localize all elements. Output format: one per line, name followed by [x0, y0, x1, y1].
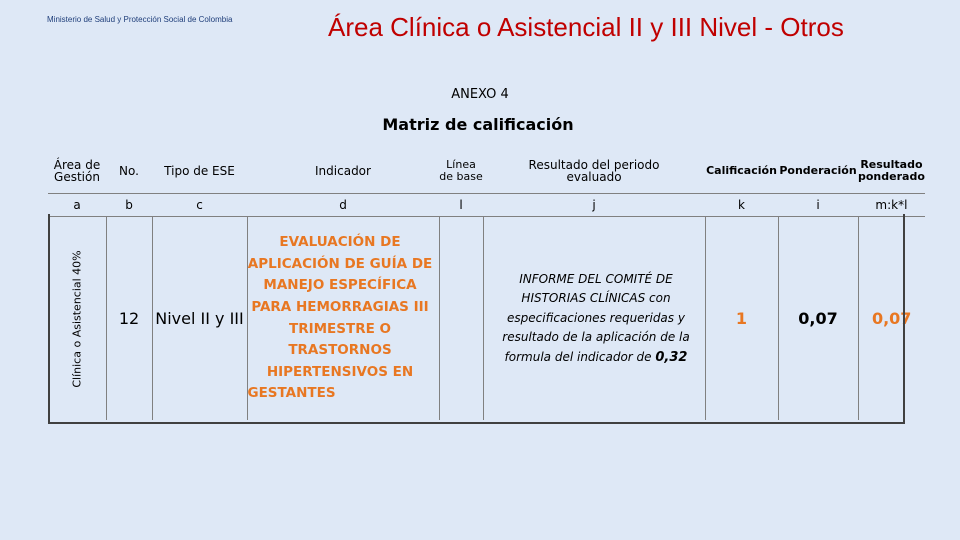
score-value: 1: [705, 217, 778, 421]
column-letter: c: [152, 194, 247, 217]
column-letter: j: [483, 194, 705, 217]
matrix-subtitle: Matriz de calificación: [382, 115, 574, 134]
weighted-result-value: 0,07: [858, 217, 925, 421]
column-letter: d: [247, 194, 439, 217]
period-result-text: INFORME DEL COMITÉ DE HISTORIAS CLÍNICAS con especificaciones requeridas y resultado de la aplicación de la formula del indicador de: [502, 271, 690, 364]
column-letter: b: [106, 194, 152, 217]
column-header-number: No.: [119, 163, 139, 178]
baseline-value: [439, 217, 483, 421]
indicator-text: EVALUACIÓN DE APLICACIÓN DE GUÍA DE MANEJO ESPECÍFICA PARA HEMORRAGIAS III TRIMESTRE O TRASTORNOS HIPERTENSIVOS EN GESTANTES: [247, 217, 439, 421]
ese-type-value: Nivel II y III: [152, 217, 247, 421]
area-cell: [48, 217, 106, 421]
column-letter: a: [48, 194, 106, 217]
column-letter: l: [439, 194, 483, 217]
column-header-ese-type: Tipo de ESE: [164, 163, 235, 178]
column-letter: k: [705, 194, 778, 217]
column-header-weighted-result: Resultado ponderado: [858, 157, 925, 183]
period-result-value: 0,32: [655, 349, 688, 365]
annex-label: ANEXO 4: [451, 87, 509, 102]
indicator-number: 12: [106, 217, 152, 421]
page-title: Área Clínica o Asistencial II y III Nivel - Otros: [328, 12, 844, 42]
header-row: [48, 148, 925, 194]
column-header-area: Área de Gestión: [53, 157, 101, 184]
column-header-score: Calificación: [706, 163, 777, 177]
column-letter: m:k*l: [858, 194, 925, 217]
column-header-period-result: Resultado del periodo evaluado: [528, 157, 660, 184]
period-result-cell: [483, 217, 705, 421]
column-letter: i: [778, 194, 858, 217]
area-label: Clínica o Asistencial 40%: [70, 249, 84, 388]
weight-value: 0,07: [778, 217, 858, 421]
rating-matrix-table: [48, 148, 925, 420]
table-row: [48, 217, 925, 421]
ministry-name: Ministerio de Salud y Protección Social de Colombia: [47, 15, 233, 24]
column-header-weight: Ponderación: [779, 163, 857, 177]
column-header-baseline: Línea de base: [439, 157, 483, 183]
letter-row: [48, 194, 925, 217]
column-header-indicator: Indicador: [315, 163, 371, 178]
